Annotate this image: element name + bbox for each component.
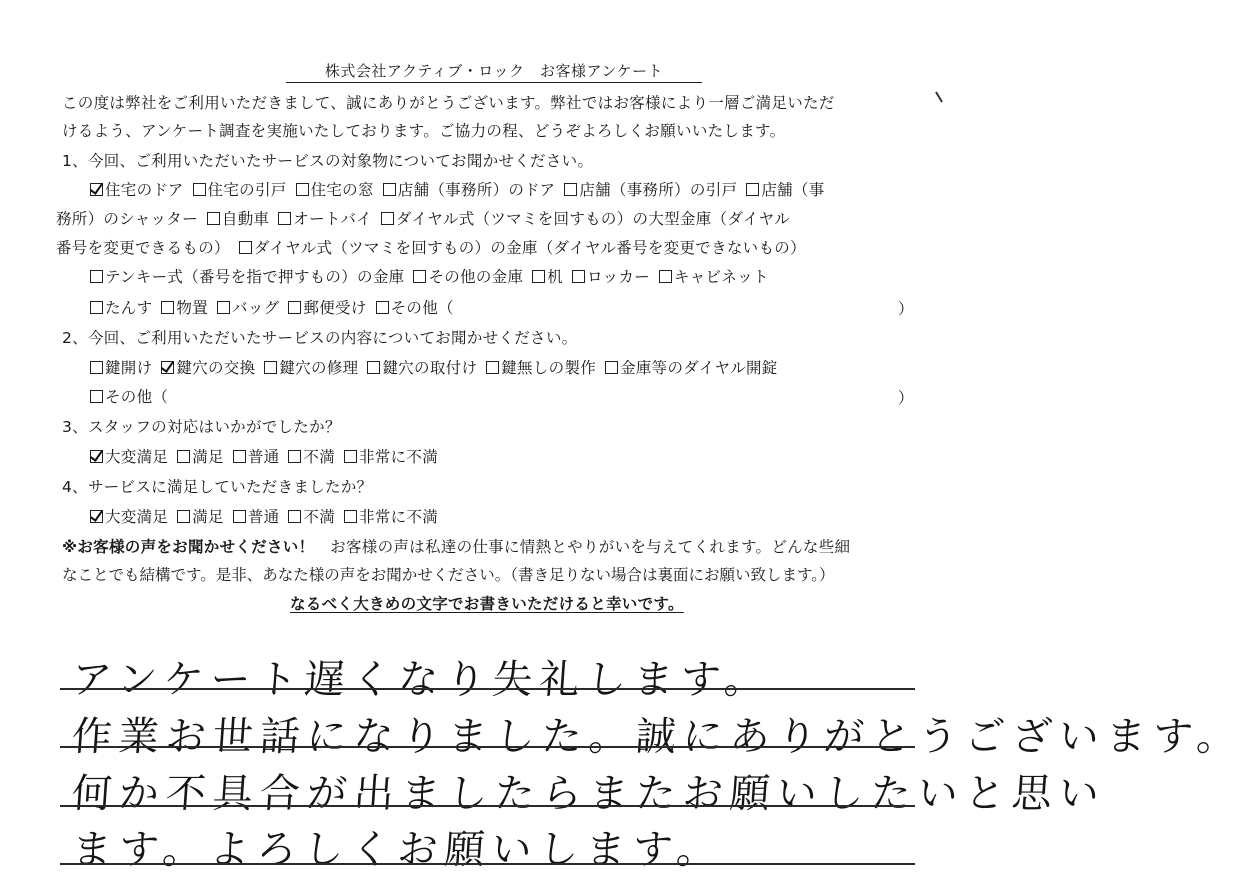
option-label: ダイヤル式（ツマミを回すもの）の大型金庫（ダイヤル	[396, 210, 791, 228]
checkbox-icon[interactable]	[532, 270, 545, 283]
writing-rule-1	[60, 688, 915, 690]
option[interactable]	[90, 297, 152, 319]
intro-line-2: けるよう、アンケート調査を実施いたしております。ご協力の程、どうぞよろしくお願いいたします。	[62, 122, 786, 140]
handwriting-line-3: 何か不具合が出ましたらまたお願いしたいと思い	[70, 771, 1108, 817]
option[interactable]	[90, 266, 404, 288]
checkbox-icon[interactable]	[90, 361, 103, 374]
checkbox-icon[interactable]	[239, 241, 252, 254]
option-label: 店舗（事務所）のドア	[397, 181, 556, 199]
option-label: その他（	[105, 388, 169, 406]
checkbox-icon[interactable]	[381, 212, 394, 225]
option[interactable]	[239, 237, 806, 259]
q2-label: 2、今回、ご利用いただいたサービスの内容についてお聞かせください。	[62, 329, 578, 347]
writing-rule-2	[60, 746, 915, 748]
checkbox-icon[interactable]	[572, 270, 585, 283]
checkbox-icon[interactable]	[367, 361, 380, 374]
option[interactable]	[56, 237, 230, 259]
voice-line-1	[62, 536, 850, 558]
option-label: 自動車	[221, 210, 270, 228]
q1-other-close: ）	[898, 300, 914, 318]
option[interactable]	[605, 357, 778, 379]
option-label: 鍵穴の交換	[176, 359, 256, 377]
option-label: 大変満足	[105, 448, 169, 466]
option[interactable]	[90, 386, 168, 408]
checkbox-icon[interactable]	[278, 212, 291, 225]
checkbox-icon[interactable]	[90, 301, 103, 314]
option-label: 大変満足	[105, 508, 169, 526]
q2-row-1	[90, 357, 787, 379]
handwriting-line-2: 作業お世話になりました。誠にありがとうございます。	[70, 714, 1246, 760]
option[interactable]	[564, 179, 737, 201]
intro-line-1: この度は弊社をご利用いただきまして、誠にありがとうございます。弊社ではお客様により一層ご満足いただ	[62, 94, 835, 112]
option-label: 住宅の窓	[310, 181, 374, 199]
writing-rule-3	[60, 805, 915, 807]
checkbox-icon[interactable]	[193, 183, 206, 196]
checkbox-icon[interactable]	[177, 510, 190, 523]
option[interactable]	[381, 208, 790, 230]
option[interactable]	[376, 297, 454, 319]
option[interactable]	[746, 179, 824, 201]
option-label: バッグ	[232, 299, 280, 317]
q1-row-2	[56, 208, 799, 230]
q1-label: 1、今回、ご利用いただいたサービスの対象物についてお聞かせください。	[62, 152, 594, 170]
checkbox-icon[interactable]	[486, 361, 499, 374]
option[interactable]	[486, 357, 596, 379]
checked-checkbox-icon[interactable]	[90, 183, 103, 196]
option[interactable]	[659, 266, 769, 288]
option-label: オートバイ	[293, 210, 372, 228]
checkbox-icon[interactable]	[288, 450, 301, 463]
option[interactable]	[90, 506, 168, 528]
checkbox-icon[interactable]	[376, 301, 389, 314]
voice-note: なるべく大きめの文字でお書きいただけると幸いです。	[290, 595, 684, 613]
option-label: 鍵無しの製作	[501, 359, 597, 377]
checkbox-icon[interactable]	[296, 183, 309, 196]
option[interactable]	[288, 446, 335, 468]
option[interactable]	[90, 357, 152, 379]
checkbox-icon[interactable]	[90, 390, 103, 403]
checkbox-icon[interactable]	[344, 450, 357, 463]
checked-checkbox-icon[interactable]	[90, 510, 103, 523]
option[interactable]	[278, 208, 372, 230]
voice-heading: ※お客様の声をお聞かせください！	[62, 538, 315, 556]
option-label: 務所）のシャッター	[56, 210, 198, 228]
q1-row-4	[90, 266, 778, 288]
option-label: キャビネット	[673, 268, 769, 286]
checkbox-icon[interactable]	[233, 450, 246, 463]
checkbox-icon[interactable]	[746, 183, 759, 196]
option[interactable]	[413, 266, 523, 288]
checkbox-icon[interactable]	[177, 450, 190, 463]
option-label: 不満	[303, 508, 336, 526]
option-label: 郵便受け	[303, 299, 367, 317]
option[interactable]	[207, 208, 269, 230]
checkbox-icon[interactable]	[288, 301, 301, 314]
option[interactable]	[572, 266, 650, 288]
option-label: 普通	[247, 448, 280, 466]
option-label: 満足	[192, 448, 224, 466]
checked-checkbox-icon[interactable]	[90, 450, 103, 463]
option-label: テンキー式（番号を指で押すもの）の金庫	[105, 268, 405, 286]
checkbox-icon[interactable]	[264, 361, 277, 374]
option-label: 物置	[176, 299, 209, 317]
option-label: 非常に不満	[359, 448, 439, 466]
checkbox-icon[interactable]	[233, 510, 246, 523]
option[interactable]	[177, 506, 224, 528]
option[interactable]	[177, 446, 224, 468]
option[interactable]	[217, 297, 279, 319]
q1-row-5	[90, 297, 463, 319]
option-label: 非常に不満	[359, 508, 439, 526]
option-label: 店舗（事	[761, 181, 825, 199]
survey-title: 株式会社アクティブ・ロック お客様アンケート	[286, 60, 702, 83]
option-label: その他（	[390, 299, 454, 317]
margin-mark	[934, 90, 946, 104]
checkbox-icon[interactable]	[413, 270, 426, 283]
option[interactable]	[161, 357, 255, 379]
option-label: 鍵穴の取付け	[382, 359, 478, 377]
q2-other-close: ）	[898, 389, 914, 407]
checkbox-icon[interactable]	[288, 510, 301, 523]
checkbox-icon[interactable]	[161, 301, 174, 314]
option-label: 普通	[247, 508, 280, 526]
option-label: ダイヤル式（ツマミを回すもの）の金庫（ダイヤル番号を変更できないもの）	[253, 239, 806, 257]
checkbox-icon[interactable]	[344, 510, 357, 523]
option[interactable]	[233, 446, 280, 468]
option[interactable]	[288, 297, 366, 319]
q2-row-2	[90, 386, 177, 408]
checkbox-icon[interactable]	[383, 183, 396, 196]
checkbox-icon[interactable]	[564, 183, 577, 196]
q3-label: 3、スタッフの対応はいかがでしたか？	[62, 418, 341, 436]
option[interactable]	[288, 506, 335, 528]
option-label: 番号を変更できるもの）	[56, 239, 230, 257]
option-label: 鍵穴の修理	[279, 359, 359, 377]
option-label: 満足	[192, 508, 224, 526]
option-label: 鍵開け	[105, 359, 153, 377]
q4-options	[90, 506, 447, 528]
q4-label: 4、サービスに満足していただきましたか？	[62, 478, 373, 496]
checkbox-icon[interactable]	[605, 361, 618, 374]
option-label: ロッカー	[587, 268, 650, 286]
option[interactable]	[367, 357, 477, 379]
option-label: たんす	[105, 299, 153, 317]
option[interactable]	[383, 179, 556, 201]
option[interactable]	[344, 446, 438, 468]
option[interactable]	[344, 506, 438, 528]
checkbox-icon[interactable]	[207, 212, 220, 225]
option[interactable]	[532, 266, 563, 288]
option-label: 金庫等のダイヤル開錠	[620, 359, 778, 377]
voice-line-2: なことでも結構です。是非、あなた様の声をお聞かせください。（書き足りない場合は裏面にお願い致します。）	[62, 566, 835, 584]
option[interactable]	[296, 179, 374, 201]
q1-row-3	[56, 237, 815, 259]
writing-rule-4	[60, 863, 915, 865]
option-label: その他の金庫	[428, 268, 524, 286]
checked-checkbox-icon[interactable]	[161, 361, 174, 374]
option-label: 不満	[303, 448, 336, 466]
option[interactable]	[264, 357, 358, 379]
handwriting-line-4: ます。よろしくお願いします。	[70, 827, 725, 873]
option[interactable]	[56, 208, 198, 230]
option[interactable]	[233, 506, 280, 528]
q1-row-1	[90, 179, 834, 201]
option[interactable]	[90, 446, 168, 468]
option[interactable]	[161, 297, 208, 319]
handwriting-line-1: アンケート遅くなり失礼します。	[70, 657, 773, 703]
option-label: 机	[547, 268, 564, 286]
option-label: 店舗（事務所）の引戸	[579, 181, 738, 199]
option[interactable]	[193, 179, 287, 201]
checkbox-icon[interactable]	[217, 301, 230, 314]
option[interactable]	[90, 179, 184, 201]
voice-line-1-text: お客様の声は私達の仕事に情熱とやりがいを与えてくれます。どんな些細	[314, 538, 851, 556]
q3-options	[90, 446, 447, 468]
checkbox-icon[interactable]	[90, 270, 103, 283]
option-label: 住宅の引戸	[207, 181, 287, 199]
checkbox-icon[interactable]	[659, 270, 672, 283]
option-label: 住宅のドア	[105, 181, 184, 199]
